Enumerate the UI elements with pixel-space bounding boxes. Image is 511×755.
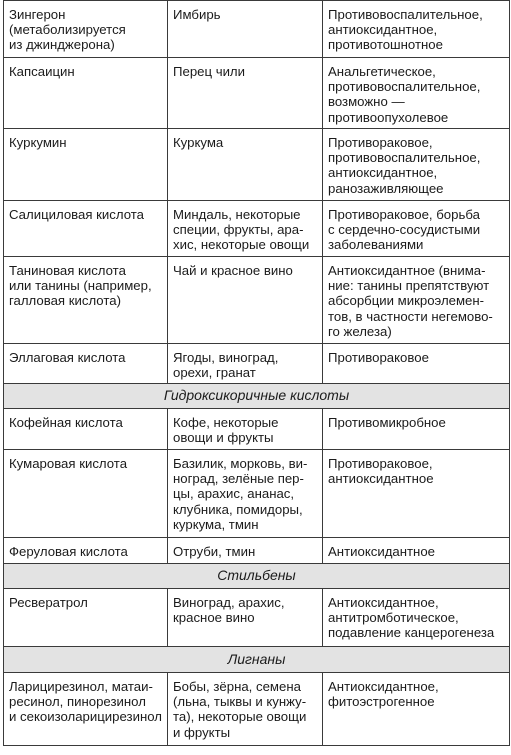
section-header-row bbox=[4, 564, 510, 589]
compound-cell: Ресвератрол bbox=[4, 589, 168, 647]
source-cell: Миндаль, некоторые специи, фрукты, ара- хис, некоторые овощи bbox=[168, 201, 323, 257]
table-row bbox=[4, 589, 510, 647]
source-cell: Ягоды, виноград, орехи, гранат bbox=[168, 344, 323, 384]
effect-cell: Антиоксидантное, фитоэстрогенное bbox=[323, 673, 510, 746]
compound-cell: Салициловая кислота bbox=[4, 201, 168, 257]
table-row bbox=[4, 409, 510, 450]
table-row bbox=[4, 201, 510, 257]
source-cell: Чай и красное вино bbox=[168, 257, 323, 344]
effect-cell: Анальгетическое, противовоспалительное, возможно — противоопухолевое bbox=[323, 58, 510, 129]
source-cell: Бобы, зёрна, семена (льна, тыквы и кунжу- та), некоторые овощи и фрукты bbox=[168, 673, 323, 746]
effect-cell: Противораковое, противовоспалительное, антиоксидантное, ранозаживляющее bbox=[323, 129, 510, 201]
source-cell: Имбирь bbox=[168, 1, 323, 58]
source-cell: Виноград, арахис, красное вино bbox=[168, 589, 323, 647]
source-cell: Перец чили bbox=[168, 58, 323, 129]
compound-cell: Зингерон (метаболизируется из джинджерона) bbox=[4, 1, 168, 58]
table-row bbox=[4, 344, 510, 384]
effect-cell: Антиоксидантное, антитромботическое, подавление канцерогенеза bbox=[323, 589, 510, 647]
phytochemicals-table bbox=[3, 0, 510, 746]
source-cell: Куркума bbox=[168, 129, 323, 201]
compound-cell: Кофейная кислота bbox=[4, 409, 168, 450]
effect-cell: Противораковое, антиоксидантное bbox=[323, 450, 510, 538]
table-row bbox=[4, 129, 510, 201]
effect-cell: Антиоксидантное (внима- ние: танины препятствуют абсорбции микроэлемен- тов, в частности негемово- го железа) bbox=[323, 257, 510, 344]
compound-cell: Таниновая кислота или танины (например, галловая кислота) bbox=[4, 257, 168, 344]
effect-cell: Противовоспалительное, антиоксидантное, противотошнотное bbox=[323, 1, 510, 58]
table-row bbox=[4, 58, 510, 129]
section-header-row bbox=[4, 647, 510, 673]
source-cell: Базилик, морковь, ви- ноград, зелёные пер- цы, арахис, ананас, клубника, помидоры, куркума, тмин bbox=[168, 450, 323, 538]
compound-cell: Ларицирезинол, матаи- ресинол, пинорезинол и секоизоларицирезинол bbox=[4, 673, 168, 746]
effect-cell: Антиоксидантное bbox=[323, 538, 510, 564]
table-row bbox=[4, 538, 510, 564]
source-cell: Кофе, некоторые овощи и фрукты bbox=[168, 409, 323, 450]
table-row bbox=[4, 257, 510, 344]
section-title: Гидроксикоричные кислоты bbox=[4, 384, 510, 409]
table-row bbox=[4, 673, 510, 746]
effect-cell: Противораковое, борьба с сердечно-сосудистыми заболеваниями bbox=[323, 201, 510, 257]
compound-cell: Эллаговая кислота bbox=[4, 344, 168, 384]
compound-cell: Капсаицин bbox=[4, 58, 168, 129]
effect-cell: Противораковое bbox=[323, 344, 510, 384]
section-title: Стильбены bbox=[4, 564, 510, 589]
effect-cell: Противомикробное bbox=[323, 409, 510, 450]
source-cell: Отруби, тмин bbox=[168, 538, 323, 564]
compound-cell: Кумаровая кислота bbox=[4, 450, 168, 538]
section-header-row bbox=[4, 384, 510, 409]
table-row bbox=[4, 1, 510, 58]
table-row bbox=[4, 450, 510, 538]
compound-cell: Куркумин bbox=[4, 129, 168, 201]
compound-cell: Феруловая кислота bbox=[4, 538, 168, 564]
section-title: Лигнаны bbox=[4, 647, 510, 673]
